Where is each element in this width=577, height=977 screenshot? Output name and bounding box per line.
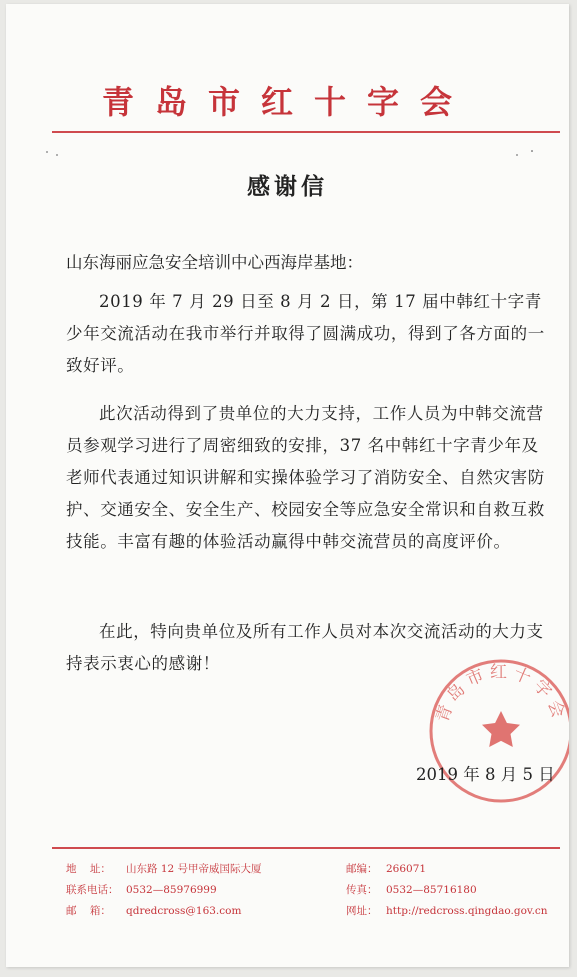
footer-postcode-label: 邮编： xyxy=(346,863,378,875)
footer-website-label: 网址： xyxy=(346,905,378,917)
seal-text: 青岛市红十字会 xyxy=(432,662,570,726)
letter-paragraph-3: 在此，特向贵单位及所有工作人员对本次交流活动的大力支持表示衷心的感谢！ xyxy=(66,622,544,673)
footer-email-label: 邮 箱： xyxy=(66,905,111,917)
footer-fax-row xyxy=(346,880,548,901)
footer-email[interactable]: qdredcross@163.com xyxy=(126,905,242,917)
footer-address-label: 地 址： xyxy=(66,863,111,875)
footer-website[interactable]: http://redcross.qingdao.gov.cn xyxy=(386,905,548,917)
scan-speck xyxy=(531,150,533,152)
footer-address-row xyxy=(66,859,262,880)
footer-phone-label: 联系电话： xyxy=(66,884,119,896)
footer-divider xyxy=(52,847,560,849)
letter-paragraph-2: 此次活动得到了贵单位的大力支持，工作人员为中韩交流营员参观学习进行了周密细致的安排，37 名中韩红十字青少年及老师代表通过知识讲解和实操体验学习了消防安全、自然灾害防护、交通安全、安全生产、校园安全等应急安全常识和自救互救技能。丰富有趣的体验活动赢得中韩交流营员的高度评价。 xyxy=(66,404,545,551)
salutation: 山东海丽应急安全培训中心西海岸基地： xyxy=(66,253,363,272)
letterhead-divider xyxy=(52,131,560,133)
letter-date: 2019 年 8 月 5 日 xyxy=(416,765,555,784)
footer-fax: 0532—85716180 xyxy=(386,884,477,896)
footer-fax-label: 传真： xyxy=(346,884,378,896)
scan-speck xyxy=(46,151,48,153)
letter-paragraph-1: 2019 年 7 月 29 日至 8 月 2 日，第 17 届中韩红十字青少年交流活动在我市举行并取得了圆满成功，得到了各方面的一致好评。 xyxy=(66,292,545,375)
footer-contact-left xyxy=(66,859,262,922)
footer-phone: 0532—85976999 xyxy=(126,884,217,896)
scan-speck xyxy=(516,154,518,156)
footer-website-row xyxy=(346,901,548,922)
footer-contact-right xyxy=(346,859,548,922)
footer-email-row xyxy=(66,901,262,922)
letter-title: 感谢信 xyxy=(247,173,328,200)
footer-phone-row xyxy=(66,880,262,901)
scan-speck xyxy=(56,154,58,156)
footer-postcode: 266071 xyxy=(386,863,427,875)
footer-postcode-row xyxy=(346,859,548,880)
letter-page xyxy=(6,4,569,967)
footer-address: 山东路 12 号甲帝威国际大厦 xyxy=(126,863,262,875)
star-icon xyxy=(482,711,520,747)
letterhead-org-name: 青岛市红十字会 xyxy=(101,83,473,121)
